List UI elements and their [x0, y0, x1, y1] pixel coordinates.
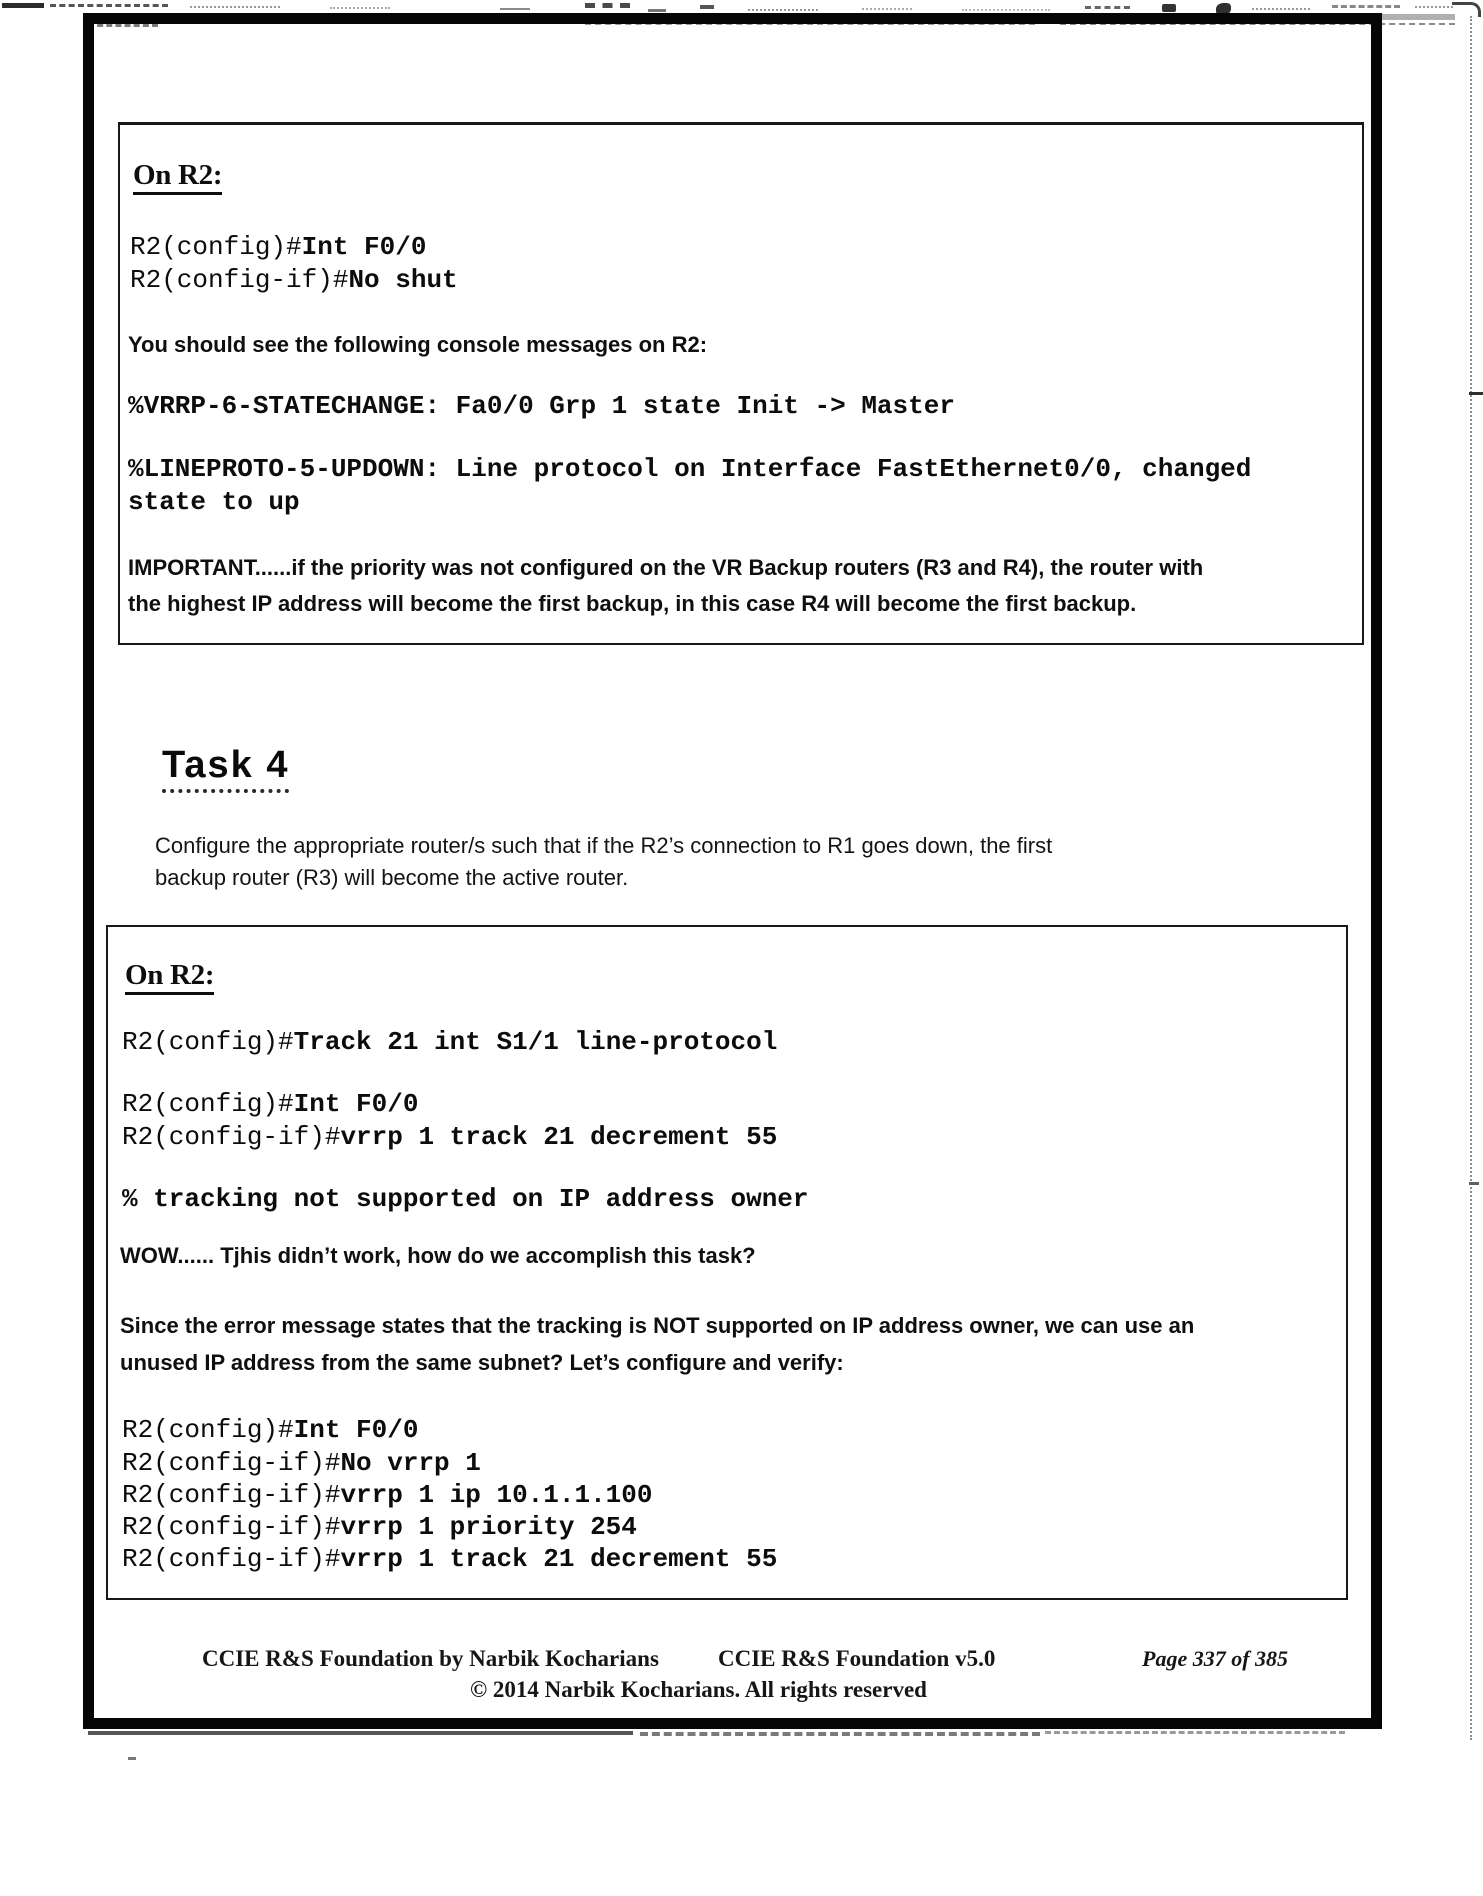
- scan-artifact: [330, 7, 390, 9]
- scan-artifact: [88, 1731, 633, 1735]
- cli-command: Int F0/0: [293, 1415, 419, 1445]
- cli-line: [130, 233, 426, 263]
- cli-prompt: R2(config-if)#: [122, 1480, 341, 1510]
- scan-artifact: [585, 3, 630, 8]
- cli-command: Int F0/0: [301, 232, 427, 262]
- scan-artifact: [962, 9, 1050, 11]
- cli-command: vrrp 1 priority 254: [340, 1512, 637, 1542]
- cli-error-message: % tracking not supported on IP address owner: [122, 1184, 809, 1214]
- cli-command: vrrp 1 track 21 decrement 55: [340, 1122, 778, 1152]
- task-description-line2: backup router (R3) will become the active router.: [155, 865, 629, 890]
- footer-copyright: © 2014 Narbik Kocharians. All rights reserved: [470, 1677, 927, 1702]
- scan-artifact: [748, 9, 818, 11]
- cli-prompt: R2(config)#: [122, 1027, 294, 1057]
- scan-artifact: [1469, 1182, 1479, 1185]
- cli-prompt: R2(config)#: [130, 232, 302, 262]
- cli-line: [122, 1513, 637, 1543]
- cli-prompt: R2(config-if)#: [122, 1448, 341, 1478]
- cli-command: No vrrp 1: [340, 1448, 481, 1478]
- scan-artifact: [500, 8, 530, 10]
- scan-artifact: [190, 6, 280, 8]
- scan-artifact: [862, 8, 912, 10]
- since-explanation-line1: Since the error message states that the tracking is NOT supported on IP address owner, we can use an: [120, 1313, 1195, 1338]
- cli-line: [122, 1123, 777, 1153]
- cli-prompt: R2(config-if)#: [122, 1122, 341, 1152]
- scan-artifact: [640, 1732, 1040, 1736]
- cli-line: [122, 1090, 418, 1120]
- scan-artifact: [1045, 1731, 1345, 1734]
- footer-course-version: CCIE R&S Foundation v5.0: [718, 1646, 996, 1671]
- scan-artifact: [50, 4, 168, 7]
- important-note-line1: IMPORTANT......if the priority was not configured on the VR Backup routers (R3 and R4), the router with: [128, 555, 1204, 580]
- scan-artifact: [1332, 5, 1400, 8]
- scan-artifact: [1252, 8, 1310, 10]
- cli-command: No shut: [348, 265, 458, 295]
- cli-line: [122, 1481, 653, 1511]
- footer-course-title: CCIE R&S Foundation by Narbik Kocharians: [202, 1646, 659, 1671]
- cli-prompt: R2(config)#: [122, 1415, 294, 1445]
- cli-command: Track 21 int S1/1 line-protocol: [293, 1027, 778, 1057]
- important-note-line2: the highest IP address will become the first backup, in this case R4 will become the first backup.: [128, 591, 1137, 616]
- cli-command: vrrp 1 track 21 decrement 55: [340, 1544, 778, 1574]
- scan-artifact: [648, 9, 666, 12]
- scan-artifact: [1085, 6, 1130, 9]
- scan-artifact: [1415, 6, 1453, 8]
- console-message-vrrp: %VRRP-6-STATECHANGE: Fa0/0 Grp 1 state Init -> Master: [128, 391, 955, 421]
- cli-prompt: R2(config)#: [122, 1089, 294, 1119]
- cli-command: Int F0/0: [293, 1089, 419, 1119]
- task-title: Task 4: [162, 746, 289, 793]
- cli-line: [122, 1545, 777, 1575]
- cli-prompt: R2(config-if)#: [122, 1544, 341, 1574]
- scan-artifact: [1469, 392, 1483, 395]
- cli-line: [122, 1449, 481, 1479]
- scan-artifact: [2, 3, 44, 8]
- cli-command: vrrp 1 ip 10.1.1.100: [340, 1480, 653, 1510]
- console-message-lineproto-wrap: state to up: [128, 487, 300, 517]
- cli-line: [130, 266, 458, 296]
- cli-line: [122, 1416, 418, 1446]
- scan-artifact: [700, 5, 714, 9]
- wow-comment: WOW...... Tjhis didn’t work, how do we accomplish this task?: [120, 1243, 756, 1268]
- box2-heading: On R2:: [125, 960, 214, 995]
- since-explanation-line2: unused IP address from the same subnet? Let’s configure and verify:: [120, 1350, 844, 1375]
- cli-prompt: R2(config-if)#: [130, 265, 349, 295]
- scan-artifact: [1162, 4, 1176, 12]
- scan-artifact: [1452, 2, 1481, 17]
- footer-page-number: Page 337 of 385: [1142, 1646, 1289, 1671]
- box1-heading: On R2:: [133, 160, 222, 195]
- scan-artifact: [1381, 14, 1455, 20]
- task-description-line1: Configure the appropriate router/s such that if the R2’s connection to R1 goes down, the first: [155, 833, 1053, 858]
- console-message-lineproto: %LINEPROTO-5-UPDOWN: Line protocol on Interface FastEthernet0/0, changed: [128, 454, 1252, 484]
- console-note: You should see the following console messages on R2:: [128, 332, 708, 357]
- scan-artifact: [1470, 16, 1472, 1740]
- cli-prompt: R2(config-if)#: [122, 1512, 341, 1542]
- scan-artifact: [128, 1757, 136, 1760]
- cli-line: [122, 1028, 777, 1058]
